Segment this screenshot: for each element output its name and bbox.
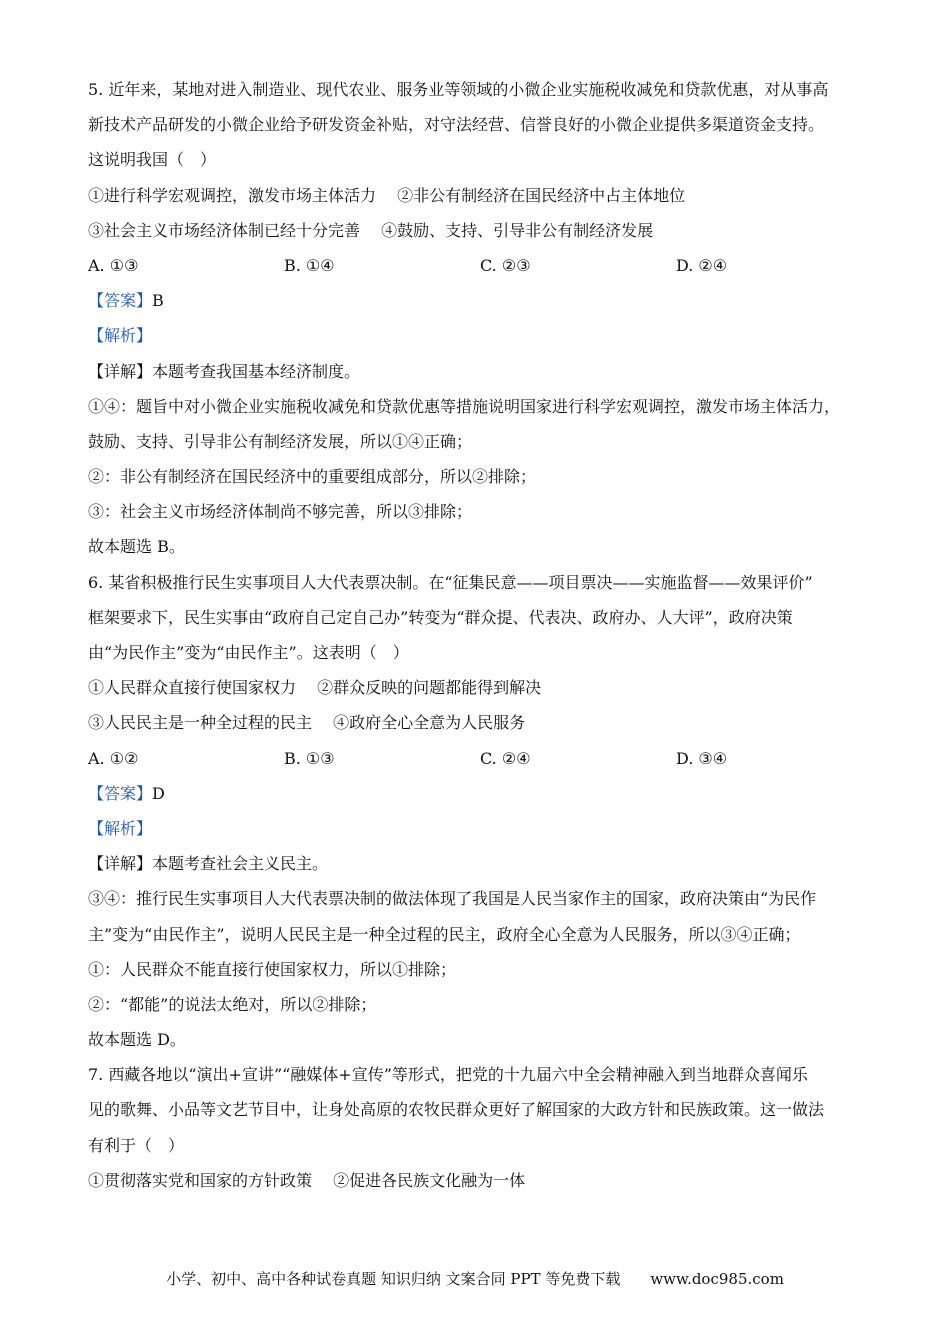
explanation-line: ①：人民群众不能直接行使国家权力，所以①排除；: [88, 959, 457, 979]
question-stem-line: 新技术产品研发的小微企业给予研发资金补贴，对守法经营、信誉良好的小微企业提供多渠道资金支持。: [88, 115, 825, 135]
explanation-line: ②：非公有制经济在国民经济中的重要组成部分，所以②排除；: [88, 467, 537, 487]
options-row: [88, 741, 878, 776]
question-stem-line: 7. 西藏各地以“演出+宣讲”“融媒体+宣传”等形式，把党的十九届六中全会精神融入到当地群众喜闻乐: [88, 1065, 808, 1085]
detail-tag: 【详解】: [88, 854, 153, 874]
answer-line: [88, 776, 878, 811]
answer-tag: 【答案】: [88, 291, 153, 311]
option-d: D. ②④: [676, 255, 728, 275]
explanation-line: 故本题选 D。: [88, 1030, 186, 1050]
analysis-line: [88, 811, 878, 846]
explanation-line: ①④：题旨中对小微企业实施税收减免和贷款优惠等措施说明国家进行科学宏观调控，激发市场主体活力，: [88, 396, 841, 416]
option-c: C. ②④: [480, 748, 531, 768]
question-stem-line: 这说明我国（ ）: [88, 150, 217, 170]
explanation-line: ③④：推行民生实事项目人大代表票决制的做法体现了我国是人民当家作主的国家，政府决策由“为民作: [88, 889, 817, 909]
answer-value: B: [152, 291, 164, 311]
question-7: [88, 1057, 878, 1198]
statement-line: ③人民民主是一种全过程的民主 ④政府全心全意为人民服务: [88, 713, 526, 733]
question-stem-line: 有利于（ ）: [88, 1135, 185, 1155]
options-row: [88, 248, 878, 283]
option-c: C. ②③: [480, 255, 531, 275]
question-5: [88, 72, 878, 565]
statement-line: ③社会主义市场经济体制已经十分完善 ④鼓励、支持、引导非公有制经济发展: [88, 220, 654, 240]
explanation-line: ③：社会主义市场经济体制尚不够完善，所以③排除；: [88, 502, 473, 522]
detail-text: 本题考查我国基本经济制度。: [152, 361, 361, 381]
option-a: A. ①③: [88, 255, 139, 275]
explanation-line: 故本题选 B。: [88, 537, 185, 557]
option-d: D. ③④: [676, 748, 728, 768]
explanation-line: 鼓励、支持、引导非公有制经济发展，所以①④正确；: [88, 431, 473, 451]
answer-value: D: [152, 783, 165, 803]
analysis-tag: 【解析】: [88, 818, 153, 838]
footer-site-link[interactable]: www.doc985.com: [650, 1270, 784, 1288]
detail-tag: 【详解】: [88, 361, 153, 381]
answer-line: [88, 283, 878, 318]
statement-line: ①贯彻落实党和国家的方针政策 ②促进各民族文化融为一体: [88, 1170, 526, 1190]
statement-line: ①进行科学宏观调控，激发市场主体活力 ②非公有制经济在国民经济中占主体地位: [88, 185, 686, 205]
question-stem-line: 框架要求下，民生实事由“政府自己定自己办”转变为“群众提、代表决、政府办、人大评”，政府决策: [88, 607, 793, 627]
answer-tag: 【答案】: [88, 783, 153, 803]
question-6: [88, 565, 878, 1058]
footer-text: 小学、初中、高中各种试卷真题 知识归纳 文案合同 PPT 等免费下载: [166, 1270, 621, 1288]
explanation-line: ②：“都能”的说法太绝对，所以②排除；: [88, 994, 377, 1014]
option-b: B. ①④: [284, 255, 335, 275]
statement-line: ①人民群众直接行使国家权力 ②群众反映的问题都能得到解决: [88, 678, 542, 698]
question-stem-line: 5. 近年来，某地对进入制造业、现代农业、服务业等领域的小微企业实施税收减免和贷款优惠，对从事高: [88, 80, 829, 99]
detail-text: 本题考查社会主义民主。: [152, 854, 329, 874]
question-stem-line: 6. 某省积极推行民生实事项目人大代表票决制。在“征集民意——项目票决——实施监督——效果评价”: [88, 572, 813, 592]
question-stem-line: 见的歌舞、小品等文艺节目中，让身处高原的农牧民群众更好了解国家的大政方针和民族政策。这一做法: [88, 1100, 825, 1120]
analysis-tag: 【解析】: [88, 326, 153, 346]
question-stem-line: 由“为民作主”变为“由民作主”。这表明（ ）: [88, 643, 409, 662]
detail-line: [88, 354, 878, 389]
detail-line: [88, 846, 878, 881]
option-a: A. ①②: [88, 748, 139, 768]
explanation-line: 主”变为“由民作主”，说明人民民主是一种全过程的民主，政府全心全意为人民服务，所以③④正确；: [88, 924, 801, 944]
page-footer: [0, 1268, 950, 1289]
option-b: B. ①③: [284, 748, 335, 768]
page-content: [88, 72, 878, 1198]
analysis-line: [88, 318, 878, 353]
